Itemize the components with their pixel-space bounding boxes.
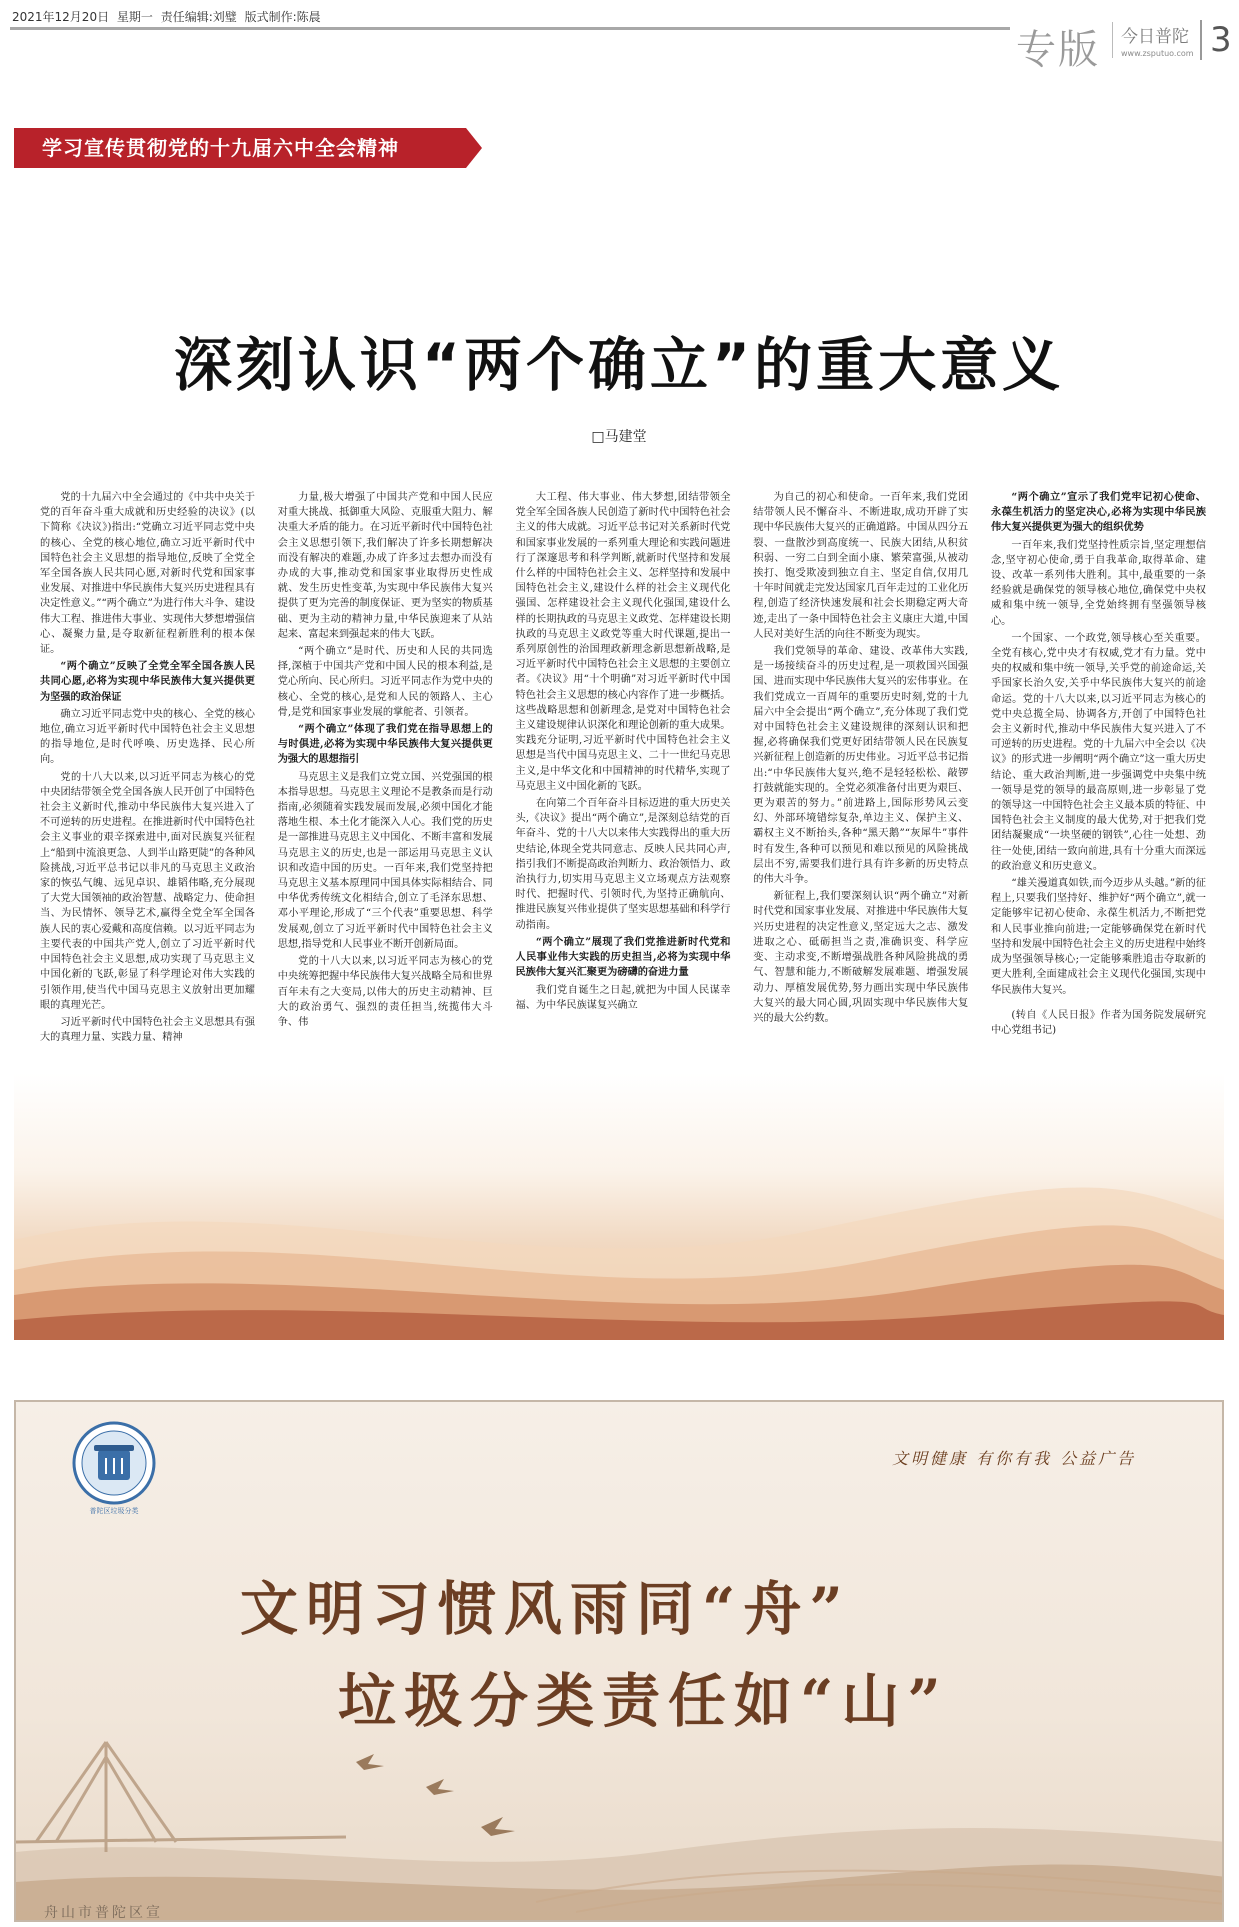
paragraph: 马克思主义是我们立党立国、兴党强国的根本指导思想。马克思主义理论不是教条而是行动指南,必须随着实践发展而发展,必须中国化才能落地生根、本土化才能深入人心。我们党的历史是一部推进马克思主义中国化、不断丰富和发展马克思主义的历史,也是一部运用马克思主义认识和改造中国的历史。一百年来,我们党坚持把马克思主义基本原理同中国具体实际相结合、同中华优秀传统文化相结合,创立了毛泽东思想、邓小平理论,形成了“三个代表”重要思想、科学发展观,创立了习近平新时代中国特色社会主义思想,指导党和人民事业不断开创新局面。 (277, 771, 493, 950)
article-section (14, 128, 1224, 1340)
subheading: “两个确立”体现了我们党在指导思想上的与时俱进,必将为实现中华民族伟大复兴提供更为强大的思想指引 (277, 723, 493, 766)
article-headline: 深刻认识“两个确立”的重大意义 (173, 331, 1065, 399)
topic-banner: 学习宣传贯彻党的十九届六中全会精神 (14, 128, 466, 168)
paragraph: 党的十八大以来,以习近平同志为核心的党中央团结带领全党全国各族人民开创了中国特色社会主义新时代,推动中华民族伟大复兴进入了不可逆转的历史进程。在推进新时代中国特色社会主义事业的艰辛探索进中,面对民族复兴征程上“船到中流浪更急、人到半山路更陡”的各种风险挑战,习近平总书记以非凡的马克思主义政治家的恢弘气魄、远见卓识、雄韬伟略,充分展现了大党大国领袖的政治智慧、战略定力、使命担当、为民情怀、领导艺术,赢得全党全军全国各族人民的衷心爱戴和高度信赖。以习近平同志为主要代表的中国共产党人,创立了习近平新时代中国特色社会主义思想,成功实现了马克思主义中国化新的飞跃,彰显了科学理论对伟大实践的引领作用,使当代中国马克思主义放射出更加耀眼的真理光芒。 (40, 771, 255, 1011)
paragraph: 一百年来,我们党坚持性质宗旨,坚定理想信念,坚守初心使命,勇于自我革命,取得革命、建设、改革一系列伟大胜利。其中,最重要的一条经验就是确保党的领导核心地位,确保党中央权威和集中统一领导,全党始终拥有坚强领导核心。 (991, 539, 1206, 627)
page-header (0, 0, 1239, 73)
editor-credit: 责任编辑:刘璧 (160, 10, 237, 24)
paragraph: 在向第二个百年奋斗目标迈进的重大历史关头,《决议》提出“两个确立”,是深刻总结党的百年奋斗、党的十八大以来伟大实践得出的重大历史结论,体现全党共同意志、反映人民共同心声,指引我们不断提高政治判断力、政治领悟力、政治执行力,切实用马克思主义立场观点方法观察时代、把握时代、引领时代,为坚持正确航向、推进民族复兴伟业提供了坚实思想基础和科学行动指南。 (515, 798, 731, 931)
paragraph: “两个确立”是时代、历史和人民的共同选择,深植于中国共产党和中国人民的根本利益,是党心所向、民心所归。习近平同志作为党中央的核心、全党的核心,是党和人民的领路人、主心骨,是党和国家事业发展的掌舵者、引领者。 (277, 646, 493, 718)
ad-logo (54, 1420, 174, 1528)
public-service-ad (14, 1400, 1224, 1922)
ad-headline-line2: 垃圾分类责任如“山” (338, 1667, 949, 1735)
bridge-illustration (16, 1732, 1224, 1922)
article-byline: □马建堂 (591, 429, 647, 445)
ad-tagline: 文明健康 有你有我 公益广告 (892, 1449, 1137, 1468)
article-source-note: (转自《人民日报》作者为国务院发展研究中心党组书记) (991, 1009, 1206, 1036)
paragraph: “雄关漫道真如铁,而今迈步从头越。”新的征程上,只要我们坚持好、维护好“两个确立”,就一定能够牢记初心使命、永葆生机活力,不断把党和人民事业推向前进;一定能够确保党在新时代坚持和发展中国特色社会主义的历史进程中始终成为坚强领导核心;一定能够乘胜追击夺取新的更大胜利,全面建成社会主义现代化强国,实现中华民族伟大复兴。 (991, 878, 1206, 996)
paragraph: 新征程上,我们要深刻认识“两个确立”对新时代党和国家事业发展、对推进中华民族伟大复兴历史进程的决定性意义,坚定远大之志、激发进取之心、砥砺担当之责,准确识变、科学应变、主动求变,不断增强战胜各种风险挑战的勇气、智慧和能力,不断破解发展难题、增强发展动力、厚植发展优势,努力画出实现中华民族伟大复兴的最大同心圆,巩固实现中华民族伟大复兴的最大公约数。 (753, 891, 969, 1024)
header-divider (10, 27, 1010, 30)
section-name: 专版 (1016, 27, 1100, 73)
paragraph: 党的十九届六中全会通过的《中共中央关于党的百年奋斗重大成就和历史经验的决议》(以下简称《决议》)指出:“党确立习近平同志党中央的核心、全党的核心地位,确立习近平新时代中国特色社会主义思想的指导地位,反映了全党全军全国各族人民共同心愿,对新时代党和国家事业发展、对推进中华民族伟大复兴历史进程具有决定性意义。”“两个确立”为进行伟大斗争、建设伟大工程、推进伟大事业、实现伟大梦想增强信心、凝聚力量,是夺取新征程新胜利的根本保证。 (40, 492, 255, 656)
paragraph: 确立习近平同志党中央的核心、全党的核心地位,确立习近平新时代中国特色社会主义思想的指导地位,是时代呼唤、历史选择、民心所向。 (40, 708, 255, 766)
subheading: “两个确立”宣示了我们党牢记初心使命、永葆生机活力的坚定决心,必将为实现中华民族伟大复兴提供更为强大的组织优势 (991, 491, 1206, 534)
paragraph: 习近平新时代中国特色社会主义思想具有强大的真理力量、实践力量、精神 (40, 1016, 255, 1044)
ad-headline-line1: 文明习惯风雨同“舟” (240, 1575, 851, 1643)
page-number: 3 (1200, 20, 1232, 60)
paragraph: 党的十八大以来,以习近平同志为核心的党中央统筹把握中华民族伟大复兴战略全局和世界百年未有之大变局,以伟大的历史主动精神、巨大的政治勇气、强烈的责任担当,统揽伟大斗争、伟 (277, 956, 493, 1028)
ad-bottom-credit: 舟山市普陀区宣 (44, 1905, 163, 1921)
issue-date: 2021年12月20日 (12, 10, 110, 24)
header-meta (12, 8, 325, 25)
subheading: “两个确立”反映了全党全军全国各族人民共同心愿,必将为实现中华民族伟大复兴提供更为坚强的政治保证 (40, 660, 255, 703)
paper-logo (1112, 22, 1192, 58)
paper-name: 今日普陀 (1121, 27, 1189, 47)
designer-credit: 版式制作:陈晨 (244, 10, 321, 24)
paragraph: 为自己的初心和使命。一百年来,我们党团结带领人民不懈奋斗、不断进取,成功开辟了实现中华民族伟大复兴的正确道路。中国从四分五裂、一盘散沙到高度统一、民族大团结,从积贫积弱、一穷二白到全面小康、繁荣富强,从被动挨打、饱受欺凌到独立自主、坚定自信,仅用几十年时间就走完发达国家几百年走过的工业化历程,创造了经济快速发展和社会长期稳定两大奇迹,走出了一条中国特色社会主义康庄大道,中国人民对美好生活的向往不断变为现实。 (753, 492, 969, 640)
paragraph: 一个国家、一个政党,领导核心至关重要。全党有核心,党中央才有权威,党才有力量。党中央的权威和集中统一领导,关乎党的前途命运,关乎国家长治久安,关乎中华民族伟大复兴的前途命运。党的十八大以来,以习近平同志为核心的党中央总揽全局、协调各方,开创了中国特色社会主义新时代,推动中华民族伟大复兴进入了不可逆转的历史进程。党的十九届六中全会以《决议》的形式进一步阐明“两个确立”这一重大历史结论、重大政治判断,进一步强调党中央集中统一领导是党的领导的最高原则,进一步彰显了党的领导这一中国特色社会主义最本质的特征、中国特色社会主义制度的最大优势,对于把我们党团结凝聚成“一块坚硬的钢铁”,心往一处想、劲往一处使,团结一致向前进,具有十分重大而深远的政治意义和历史意义。 (991, 632, 1206, 872)
paper-url: www.zsputuo.com (1121, 49, 1194, 58)
subheading: “两个确立”展现了我们党推进新时代党和人民事业伟大实践的历史担当,必将为实现中华民族伟大复兴汇聚更为磅礴的奋进力量 (515, 935, 731, 979)
paragraph: 力量,极大增强了中国共产党和中国人民应对重大挑战、抵御重大风险、克服重大阻力、解决重大矛盾的能力。在习近平新时代中国特色社会主义思想引领下,我们解决了许多长期想解决而没有解决的难题,办成了许多过去想办而没有办成的大事,推动党和国家事业取得历史性成就、发生历史性变革,为实现中华民族伟大复兴提供了更为完善的制度保证、更为坚实的物质基础、更为主动的精神力量,中华民族迎来了从站起来、富起来到强起来的伟大飞跃。 (277, 492, 493, 640)
paragraph: 大工程、伟大事业、伟大梦想,团结带领全党全军全国各族人民创造了新时代中国特色社会主义的伟大成就。习近平总书记对关系新时代党和国家事业发展的一系列重大理论和实践问题进行了深邃思考和科学判断,就新时代坚持和发展什么样的中国特色社会主义、怎样坚持和发展中国特色社会主义,建设什么样的社会主义现代化强国、怎样建设社会主义现代化强国,建设什么样的长期执政的马克思主义政党、怎样建设长期执政的马克思主义政党等重大时代课题,提出一系列原创性的治国理政新理念新思想新战略,是习近平新时代中国特色社会主义思想的主要创立者。《决议》用“十个明确”对习近平新时代中国特色社会主义思想的核心内容作了进一步概括。这些战略思想和创新理念,是党对中国特色社会主义建设规律认识深化和理论创新的重大成果。实践充分证明,习近平新时代中国特色社会主义思想是当代中国马克思主义、二十一世纪马克思主义,是中华文化和中国精神的时代精华,实现了马克思主义中国化新的飞跃。 (515, 492, 731, 792)
decorative-waves (14, 1120, 1224, 1340)
ad-logo-text: 普陀区垃圾分类 (89, 1507, 139, 1515)
issue-weekday: 星期一 (116, 10, 153, 24)
paragraph: 我们党自诞生之日起,就把为中国人民谋幸福、为中华民族谋复兴确立 (515, 984, 731, 1011)
recycle-emblem-icon (54, 1420, 174, 1506)
paragraph: 我们党领导的革命、建设、改革伟大实践,是一场接续奋斗的历史过程,是一项救国兴国强国、进而实现中华民族伟大复兴的宏伟事业。在我们党成立一百周年的重要历史时刻,党的十九届六中全会提出“两个确立”,充分体现了我们党对中国特色社会主义建设规律的深刻认识和把握,必将确保我们党更好团结带领人民在民族复兴新征程上创造新的历史伟业。习近平总书记指出:“中华民族伟大复兴,绝不是轻轻松松、敲锣打鼓就能实现的。全党必须准备付出更为艰巨、更为艰苦的努力。”前进路上,国际形势风云变幻、外部环境错综复杂,单边主义、保护主义、霸权主义不断抬头,各种“黑天鹅”“灰犀牛”事件时有发生,各种可以预见和难以预见的风险挑战层出不穷,需要我们进行具有许多新的历史特点的伟大斗争。 (753, 646, 969, 886)
